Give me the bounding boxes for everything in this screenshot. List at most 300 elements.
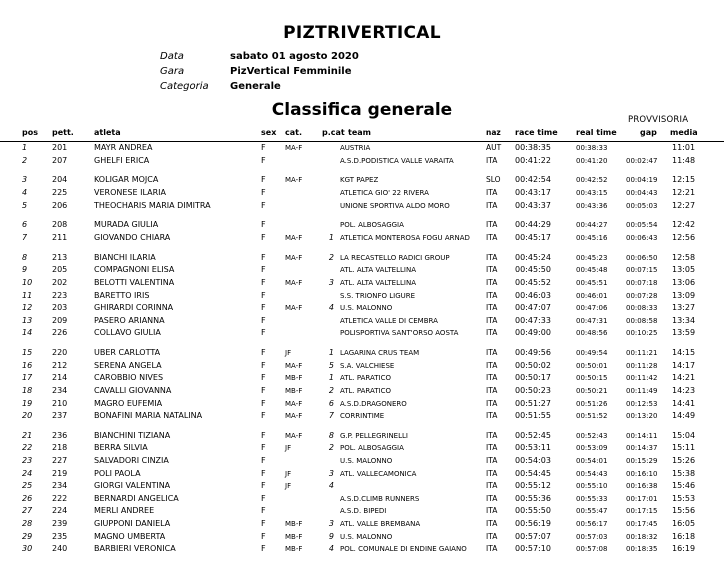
table-row	[0, 531, 724, 544]
cell-naz: ITA	[486, 519, 498, 529]
meta-row-race	[160, 64, 359, 79]
cell-real-time: 00:52:43	[576, 431, 608, 440]
cell-gap: 00:05:03	[626, 201, 658, 210]
cell-athlete: GIUPPONI DANIELA	[94, 519, 171, 529]
cell-bib: 239	[52, 519, 68, 529]
cell-race-time: 00:55:36	[515, 493, 551, 503]
cell-bib: 208	[52, 220, 68, 230]
cell-sex: F	[261, 506, 266, 516]
cell-bib: 237	[52, 411, 68, 421]
cell-sex: F	[261, 265, 266, 275]
cell-race-time: 00:54:03	[515, 456, 551, 466]
cell-bib: 220	[52, 348, 68, 358]
cell-pos: 10	[22, 277, 33, 287]
cell-naz: ITA	[486, 252, 498, 262]
cell-pos: 8	[22, 252, 28, 262]
table-row	[0, 200, 724, 220]
cell-race-time: 00:44:29	[515, 220, 551, 230]
cell-sex: F	[261, 252, 266, 262]
cell-gap: 00:18:35	[626, 545, 658, 554]
cell-pos: 17	[22, 373, 33, 383]
table-row	[0, 430, 724, 443]
cell-pcat: 4	[328, 303, 334, 313]
meta-value: sabato 01 agosto 2020	[230, 51, 359, 62]
cell-avg: 13:09	[672, 290, 696, 300]
cell-naz: ITA	[486, 303, 498, 313]
cell-team: POL. COMUNALE DI ENDINE GAIANO	[340, 545, 467, 554]
cell-pos: 14	[22, 328, 33, 338]
cell-sex: F	[261, 468, 266, 478]
cell-pos: 20	[22, 411, 33, 421]
cell-real-time: 00:54:01	[576, 457, 608, 466]
col-header-team: team	[348, 128, 371, 137]
cell-real-time: 00:49:54	[576, 349, 608, 358]
table-row	[0, 385, 724, 398]
cell-team: ATL. PARATICO	[340, 386, 391, 395]
cell-pos: 19	[22, 398, 33, 408]
cell-cat: MA-F	[285, 431, 303, 440]
col-header-avg: media	[670, 128, 698, 137]
cell-gap: 00:14:11	[626, 431, 658, 440]
table-row	[0, 480, 724, 493]
cell-naz: ITA	[486, 155, 498, 165]
cell-real-time: 00:57:08	[576, 545, 608, 554]
cell-real-time: 00:44:27	[576, 221, 608, 230]
cell-cat: MA-F	[285, 144, 303, 152]
cell-cat: MB-F	[285, 374, 303, 383]
col-header-race-time: race time	[515, 128, 558, 137]
cell-cat: MA-F	[285, 399, 303, 408]
cell-real-time: 00:56:17	[576, 520, 608, 529]
cell-athlete: MURADA GIULIA	[94, 220, 159, 230]
cell-pos: 28	[22, 519, 33, 529]
cell-cat: MA-F	[285, 253, 303, 262]
cell-bib: 211	[52, 232, 68, 242]
cell-gap: 00:07:28	[626, 291, 658, 300]
cell-athlete: SALVADORI CINZIA	[94, 456, 169, 466]
cell-sex: F	[261, 232, 266, 242]
cell-gap: 00:04:43	[626, 188, 658, 197]
cell-race-time: 00:52:45	[515, 430, 551, 440]
cell-sex: F	[261, 519, 266, 529]
cell-bib: 224	[52, 506, 68, 516]
table-header	[0, 127, 724, 142]
cell-avg: 13:59	[672, 328, 696, 338]
col-header-athlete: atleta	[94, 128, 121, 137]
table-row	[0, 442, 724, 455]
cell-sex: F	[261, 200, 266, 210]
cell-team: U.S. MALONNO	[340, 457, 393, 466]
table-body	[0, 142, 724, 563]
cell-race-time: 00:45:17	[515, 232, 551, 242]
cell-naz: ITA	[486, 200, 498, 210]
cell-athlete: MAYR ANDREA	[94, 143, 153, 152]
cell-naz: ITA	[486, 265, 498, 275]
cell-pos: 30	[22, 544, 33, 554]
cell-sex: F	[261, 481, 266, 491]
cell-bib: 210	[52, 398, 68, 408]
cell-cat: JF	[285, 349, 292, 358]
cell-sex: F	[261, 531, 266, 541]
cell-cat: JF	[285, 482, 292, 491]
cell-avg: 14:41	[672, 398, 696, 408]
cell-cat: MA-F	[285, 304, 303, 313]
cell-team: ATLETICA MONTEROSA FOGU ARNAD	[340, 233, 470, 242]
cell-naz: ITA	[486, 360, 498, 370]
cell-pos: 3	[22, 175, 28, 185]
cell-cat: MB-F	[285, 532, 303, 541]
cell-pos: 5	[22, 200, 28, 210]
cell-athlete: COLLAVO GIULIA	[94, 328, 161, 338]
table-row	[0, 327, 724, 347]
cell-team: ATL. VALLECAMONICA	[340, 469, 417, 478]
meta-label: Gara	[160, 66, 185, 77]
cell-real-time: 00:55:33	[576, 494, 608, 503]
results-table	[0, 127, 724, 563]
cell-team: POL. ALBOSAGGIA	[340, 444, 404, 453]
cell-cat: JF	[285, 469, 292, 478]
meta-label: Categoria	[160, 81, 209, 92]
cell-naz: ITA	[486, 430, 498, 440]
table-row	[0, 372, 724, 385]
cell-pos: 15	[22, 348, 33, 358]
cell-naz: ITA	[486, 456, 498, 466]
cell-athlete: BELOTTI VALENTINA	[94, 277, 175, 287]
cell-athlete: UBER CARLOTTA	[94, 348, 161, 358]
cell-bib: 222	[52, 493, 68, 503]
cell-real-time: 00:53:09	[576, 444, 608, 453]
cell-team: LA RECASTELLO RADICI GROUP	[340, 253, 450, 262]
cell-pcat: 4	[328, 544, 334, 554]
cell-race-time: 00:47:07	[515, 303, 551, 313]
cell-pos: 22	[22, 443, 33, 453]
cell-team: ATL. PARATICO	[340, 374, 391, 383]
cell-team: POLISPORTIVA SANT'ORSO AOSTA	[340, 329, 459, 338]
cell-real-time: 00:38:33	[576, 144, 608, 152]
cell-athlete: BONAFINI MARIA NATALINA	[94, 411, 203, 421]
cell-sex: F	[261, 456, 266, 466]
cell-pos: 1	[22, 143, 28, 152]
cell-real-time: 00:57:03	[576, 532, 608, 541]
cell-naz: ITA	[486, 506, 498, 516]
cell-avg: 13:27	[672, 303, 696, 313]
cell-race-time: 00:54:45	[515, 468, 551, 478]
cell-naz: ITA	[486, 290, 498, 300]
cell-bib: 203	[52, 303, 68, 313]
cell-sex: F	[261, 373, 266, 383]
cell-avg: 15:56	[672, 506, 696, 516]
table-row	[0, 543, 724, 563]
cell-bib: 234	[52, 385, 68, 395]
cell-race-time: 00:47:33	[515, 315, 551, 325]
cell-athlete: THEOCHARIS MARIA DIMITRA	[94, 200, 211, 210]
table-row	[0, 468, 724, 481]
cell-athlete: BARETTO IRIS	[94, 290, 150, 300]
cell-avg: 15:26	[672, 456, 696, 466]
cell-pos: 13	[22, 315, 33, 325]
cell-avg: 14:17	[672, 360, 696, 370]
cell-sex: F	[261, 398, 266, 408]
cell-avg: 16:19	[672, 544, 696, 554]
cell-real-time: 00:45:16	[576, 233, 608, 242]
cell-athlete: GIORGI VALENTINA	[94, 481, 171, 491]
cell-athlete: BARBIERI VERONICA	[94, 544, 176, 554]
cell-bib: 201	[52, 143, 68, 152]
cell-race-time: 00:50:02	[515, 360, 551, 370]
cell-sex: F	[261, 290, 266, 300]
cell-real-time: 00:55:47	[576, 507, 608, 516]
cell-naz: ITA	[486, 493, 498, 503]
cell-real-time: 00:50:01	[576, 361, 608, 370]
ranking-title: Classifica generale	[271, 100, 453, 120]
cell-naz: ITA	[486, 481, 498, 491]
cell-pcat: 2	[328, 385, 334, 395]
cell-avg: 12:58	[672, 252, 696, 262]
cell-cat: MB-F	[285, 520, 303, 529]
table-row	[0, 264, 724, 277]
cell-bib: 234	[52, 481, 68, 491]
cell-cat: MB-F	[285, 545, 303, 554]
cell-avg: 12:56	[672, 232, 696, 242]
cell-real-time: 00:46:01	[576, 291, 608, 300]
cell-bib: 225	[52, 187, 68, 197]
table-row	[0, 455, 724, 468]
cell-race-time: 00:45:24	[515, 252, 551, 262]
cell-pcat: 4	[328, 481, 334, 491]
cell-athlete: MERLI ANDREE	[94, 506, 155, 516]
col-header-cat: cat.	[285, 128, 303, 137]
cell-team: LAGARINA CRUS TEAM	[340, 349, 420, 358]
cell-avg: 14:23	[672, 385, 696, 395]
cell-race-time: 00:46:03	[515, 290, 551, 300]
cell-avg: 14:15	[672, 348, 696, 358]
cell-bib: 218	[52, 443, 68, 453]
cell-team: A.S.D. BIPEDI	[340, 507, 387, 516]
cell-cat: MA-F	[285, 361, 303, 370]
cell-bib: 202	[52, 277, 68, 287]
cell-pcat: 5	[328, 360, 334, 370]
cell-athlete: COMPAGNONI ELISA	[94, 265, 175, 275]
table-row	[0, 347, 724, 360]
table-row	[0, 142, 724, 155]
cell-pos: 29	[22, 531, 33, 541]
cell-race-time: 00:50:17	[515, 373, 551, 383]
cell-bib: 219	[52, 468, 68, 478]
cell-athlete: GIOVANDO CHIARA	[94, 232, 171, 242]
cell-cat: MA-F	[285, 233, 303, 242]
cell-gap: 00:07:15	[626, 266, 658, 275]
cell-naz: ITA	[486, 373, 498, 383]
table-row	[0, 493, 724, 506]
cell-race-time: 00:42:54	[515, 175, 551, 185]
cell-naz: ITA	[486, 544, 498, 554]
cell-team: ATL. ALTA VALTELLINA	[340, 266, 416, 275]
cell-avg: 12:42	[672, 220, 696, 230]
cell-bib: 236	[52, 430, 68, 440]
cell-race-time: 00:51:27	[515, 398, 551, 408]
cell-race-time: 00:55:50	[515, 506, 551, 516]
cell-sex: F	[261, 411, 266, 421]
cell-real-time: 00:45:23	[576, 253, 608, 262]
cell-team: A.S.D.DRAGONERO	[340, 399, 407, 408]
cell-gap: 00:08:58	[626, 316, 658, 325]
cell-avg: 15:53	[672, 493, 696, 503]
cell-pos: 21	[22, 430, 33, 440]
cell-sex: F	[261, 328, 266, 338]
table-row	[0, 187, 724, 200]
cell-avg: 16:05	[672, 519, 696, 529]
cell-sex: F	[261, 155, 266, 165]
cell-pcat: 1	[328, 373, 334, 383]
cell-pos: 2	[22, 155, 28, 165]
cell-team: G.P. PELLEGRINELLI	[340, 431, 408, 440]
cell-team: A.S.D.PODISTICA VALLE VARAITA	[340, 156, 454, 165]
cell-pos: 16	[22, 360, 33, 370]
cell-real-time: 00:43:36	[576, 201, 608, 210]
cell-pcat: 6	[328, 398, 334, 408]
cell-athlete: BIANCHINI TIZIANA	[94, 430, 171, 440]
table-row	[0, 252, 724, 265]
cell-sex: F	[261, 143, 266, 152]
cell-naz: ITA	[486, 398, 498, 408]
meta-row-date	[160, 49, 359, 64]
cell-sex: F	[261, 493, 266, 503]
cell-naz: ITA	[486, 348, 498, 358]
status-badge: PROVVISORIA	[628, 115, 689, 125]
cell-gap: 00:13:20	[626, 412, 658, 421]
cell-race-time: 00:57:10	[515, 544, 551, 554]
cell-pcat: 1	[328, 348, 334, 358]
cell-gap: 00:14:37	[626, 444, 658, 453]
cell-avg: 13:34	[672, 315, 696, 325]
cell-sex: F	[261, 385, 266, 395]
cell-athlete: PASERO ARIANNA	[94, 315, 165, 325]
cell-athlete: MAGRO EUFEMIA	[94, 398, 163, 408]
cell-gap: 00:18:32	[626, 532, 658, 541]
cell-gap: 00:17:15	[626, 507, 658, 516]
cell-avg: 15:46	[672, 481, 696, 491]
table-row	[0, 518, 724, 531]
race-meta	[160, 49, 359, 94]
cell-sex: F	[261, 175, 266, 185]
cell-gap: 00:12:53	[626, 399, 658, 408]
cell-real-time: 00:47:31	[576, 316, 608, 325]
cell-real-time: 00:48:56	[576, 329, 608, 338]
cell-race-time: 00:45:52	[515, 277, 551, 287]
cell-real-time: 00:43:15	[576, 188, 608, 197]
cell-gap: 00:17:01	[626, 494, 658, 503]
cell-sex: F	[261, 315, 266, 325]
cell-pcat: 1	[328, 232, 334, 242]
cell-athlete: POLI PAOLA	[94, 468, 141, 478]
cell-avg: 15:38	[672, 468, 696, 478]
cell-naz: ITA	[486, 443, 498, 453]
cell-avg: 13:06	[672, 277, 696, 287]
cell-avg: 15:11	[672, 443, 696, 453]
cell-avg: 14:49	[672, 411, 696, 421]
cell-bib: 204	[52, 175, 68, 185]
cell-naz: ITA	[486, 531, 498, 541]
cell-bib: 207	[52, 155, 68, 165]
cell-pos: 7	[22, 232, 28, 242]
cell-naz: ITA	[486, 411, 498, 421]
cell-sex: F	[261, 360, 266, 370]
cell-athlete: GHIRARDI CORINNA	[94, 303, 174, 313]
table-row	[0, 290, 724, 303]
cell-naz: SLO	[486, 175, 501, 185]
cell-cat: MA-F	[285, 176, 303, 185]
cell-bib: 227	[52, 456, 68, 466]
cell-athlete: GHELFI ERICA	[94, 155, 150, 165]
table-row	[0, 505, 724, 518]
cell-pcat: 2	[328, 252, 334, 262]
table-row	[0, 302, 724, 315]
cell-team: U.S. MALONNO	[340, 304, 393, 313]
cell-avg: 12:27	[672, 200, 696, 210]
cell-bib: 235	[52, 531, 68, 541]
col-header-real-time: real time	[576, 128, 617, 137]
cell-athlete: BIANCHI ILARIA	[94, 252, 156, 262]
cell-sex: F	[261, 443, 266, 453]
cell-pos: 4	[22, 187, 28, 197]
cell-pcat: 7	[328, 411, 334, 421]
cell-gap: 00:17:45	[626, 520, 658, 529]
cell-naz: ITA	[486, 232, 498, 242]
cell-gap: 00:11:42	[626, 374, 658, 383]
cell-sex: F	[261, 187, 266, 197]
cell-team: A.S.D.CLIMB RUNNERS	[340, 494, 420, 503]
cell-bib: 226	[52, 328, 68, 338]
cell-race-time: 00:38:35	[515, 143, 551, 152]
cell-race-time: 00:45:50	[515, 265, 551, 275]
cell-pos: 26	[22, 493, 33, 503]
table-row	[0, 360, 724, 373]
cell-athlete: BERRA SILVIA	[94, 443, 148, 453]
cell-athlete: KOLIGAR MOJCA	[94, 175, 159, 185]
cell-cat: MA-F	[285, 412, 303, 421]
cell-gap: 00:06:50	[626, 253, 658, 262]
cell-athlete: CAVALLI GIOVANNA	[94, 385, 172, 395]
meta-row-category	[160, 79, 359, 94]
cell-gap: 00:16:38	[626, 482, 658, 491]
cell-bib: 209	[52, 315, 68, 325]
col-header-gap: gap	[640, 128, 657, 137]
table-row	[0, 277, 724, 290]
meta-value: Generale	[230, 81, 281, 92]
cell-race-time: 00:41:22	[515, 155, 551, 165]
cell-pcat: 9	[328, 531, 334, 541]
cell-sex: F	[261, 348, 266, 358]
cell-sex: F	[261, 277, 266, 287]
table-row	[0, 315, 724, 328]
table-row	[0, 155, 724, 175]
cell-athlete: MAGNO UMBERTA	[94, 531, 166, 541]
cell-bib: 213	[52, 252, 68, 262]
cell-naz: ITA	[486, 468, 498, 478]
cell-pos: 6	[22, 220, 28, 230]
cell-pos: 11	[22, 290, 33, 300]
cell-gap: 00:05:54	[626, 221, 658, 230]
cell-naz: ITA	[486, 277, 498, 287]
cell-sex: F	[261, 544, 266, 554]
cell-avg: 11:01	[672, 143, 696, 152]
cell-avg: 11:48	[672, 155, 696, 165]
cell-team: ATLETICA GIO' 22 RIVERA	[340, 188, 429, 197]
cell-real-time: 00:47:06	[576, 304, 608, 313]
table-row	[0, 232, 724, 252]
cell-naz: ITA	[486, 385, 498, 395]
cell-pos: 24	[22, 468, 33, 478]
